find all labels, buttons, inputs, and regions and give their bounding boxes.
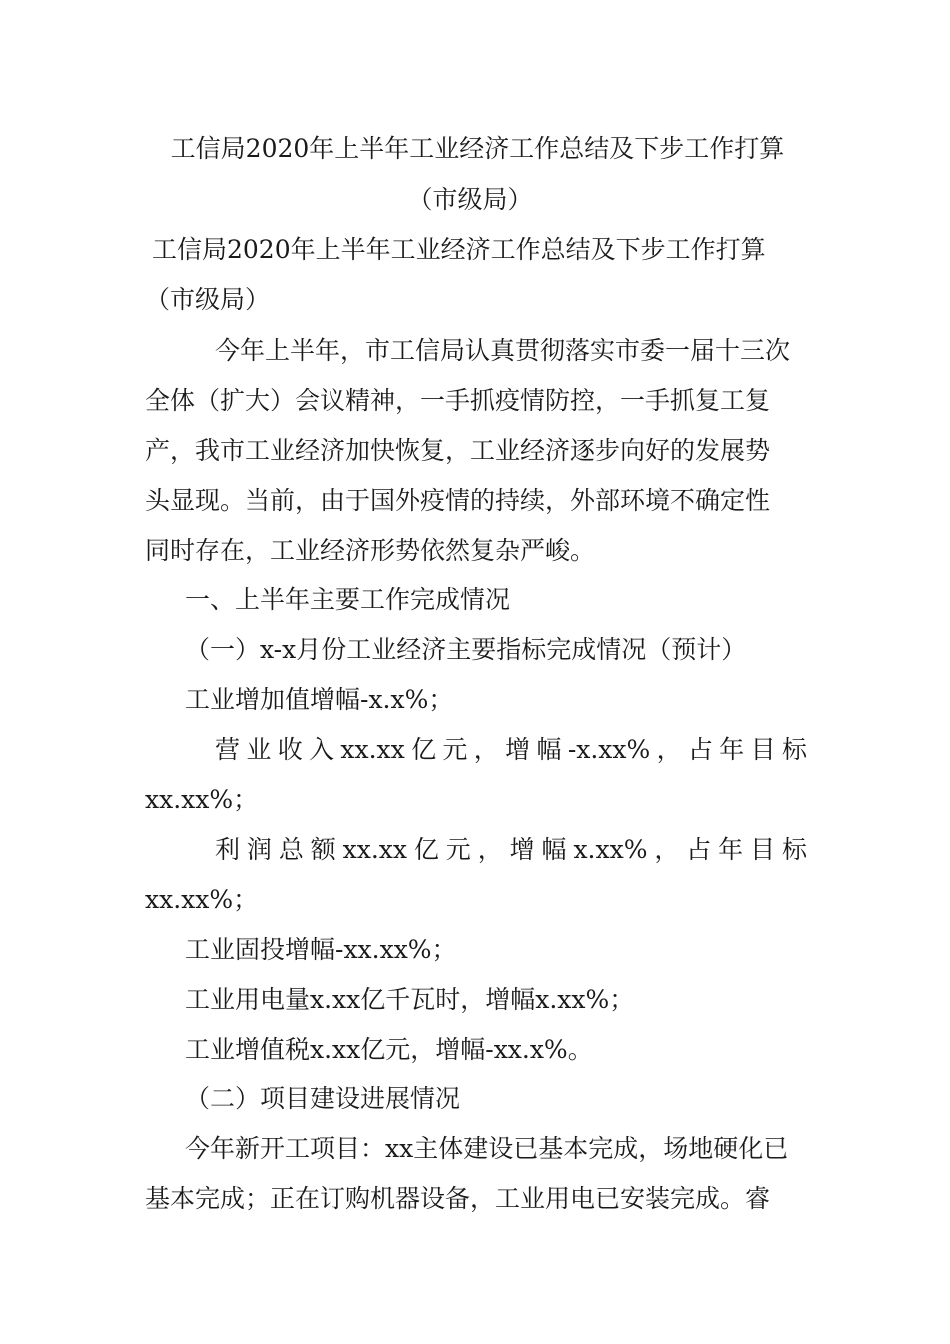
- section-heading: 一、上半年主要工作完成情况: [185, 585, 511, 614]
- subsection-heading: （二）项目建设进展情况: [185, 1084, 461, 1113]
- indicator-profit: 利润总额xx.xx亿元，增幅x.xx%，占年目标: [215, 835, 807, 864]
- project-paragraph-line: 今年新开工项目：xx主体建设已基本完成，场地硬化已: [185, 1134, 789, 1163]
- project-paragraph-line: 基本完成；正在订购机器设备，工业用电已安装完成。睿: [145, 1184, 771, 1213]
- indicator-revenue: 营业收入xx.xx亿元，增幅-x.xx%，占年目标: [215, 735, 807, 764]
- intro-paragraph-line: 全体（扩大）会议精神，一手抓疫情防控，一手抓复工复: [145, 386, 771, 415]
- intro-paragraph-line: 同时存在，工业经济形势依然复杂严峻。: [145, 536, 596, 565]
- document-subtitle-qualifier: （市级局）: [145, 285, 271, 314]
- indicator-added-value: 工业增加值增幅-x.x%；: [185, 685, 454, 714]
- indicator-revenue-continued: xx.xx%；: [145, 785, 259, 814]
- document-title: 工信局2020年上半年工业经济工作总结及下步工作打算: [170, 134, 785, 163]
- intro-paragraph-line: 头显现。当前，由于国外疫情的持续，外部环境不确定性: [145, 486, 771, 515]
- indicator-electricity: 工业用电量x.xx亿千瓦时，增幅x.xx%；: [185, 985, 635, 1014]
- indicator-vat: 工业增值税x.xx亿元，增幅-xx.x%。: [185, 1035, 593, 1064]
- intro-paragraph-line: 今年上半年，市工信局认真贯彻落实市委一届十三次: [215, 336, 791, 365]
- indicator-fixed-investment: 工业固投增幅-xx.xx%；: [185, 935, 457, 964]
- subsection-heading: （一）x-x月份工业经济主要指标完成情况（预计）: [185, 635, 747, 664]
- document-subtitle: 工信局2020年上半年工业经济工作总结及下步工作打算: [152, 235, 766, 264]
- intro-paragraph-line: 产，我市工业经济加快恢复，工业经济逐步向好的发展势: [145, 436, 771, 465]
- document-title-qualifier: （市级局）: [407, 185, 533, 214]
- indicator-profit-continued: xx.xx%；: [145, 885, 259, 914]
